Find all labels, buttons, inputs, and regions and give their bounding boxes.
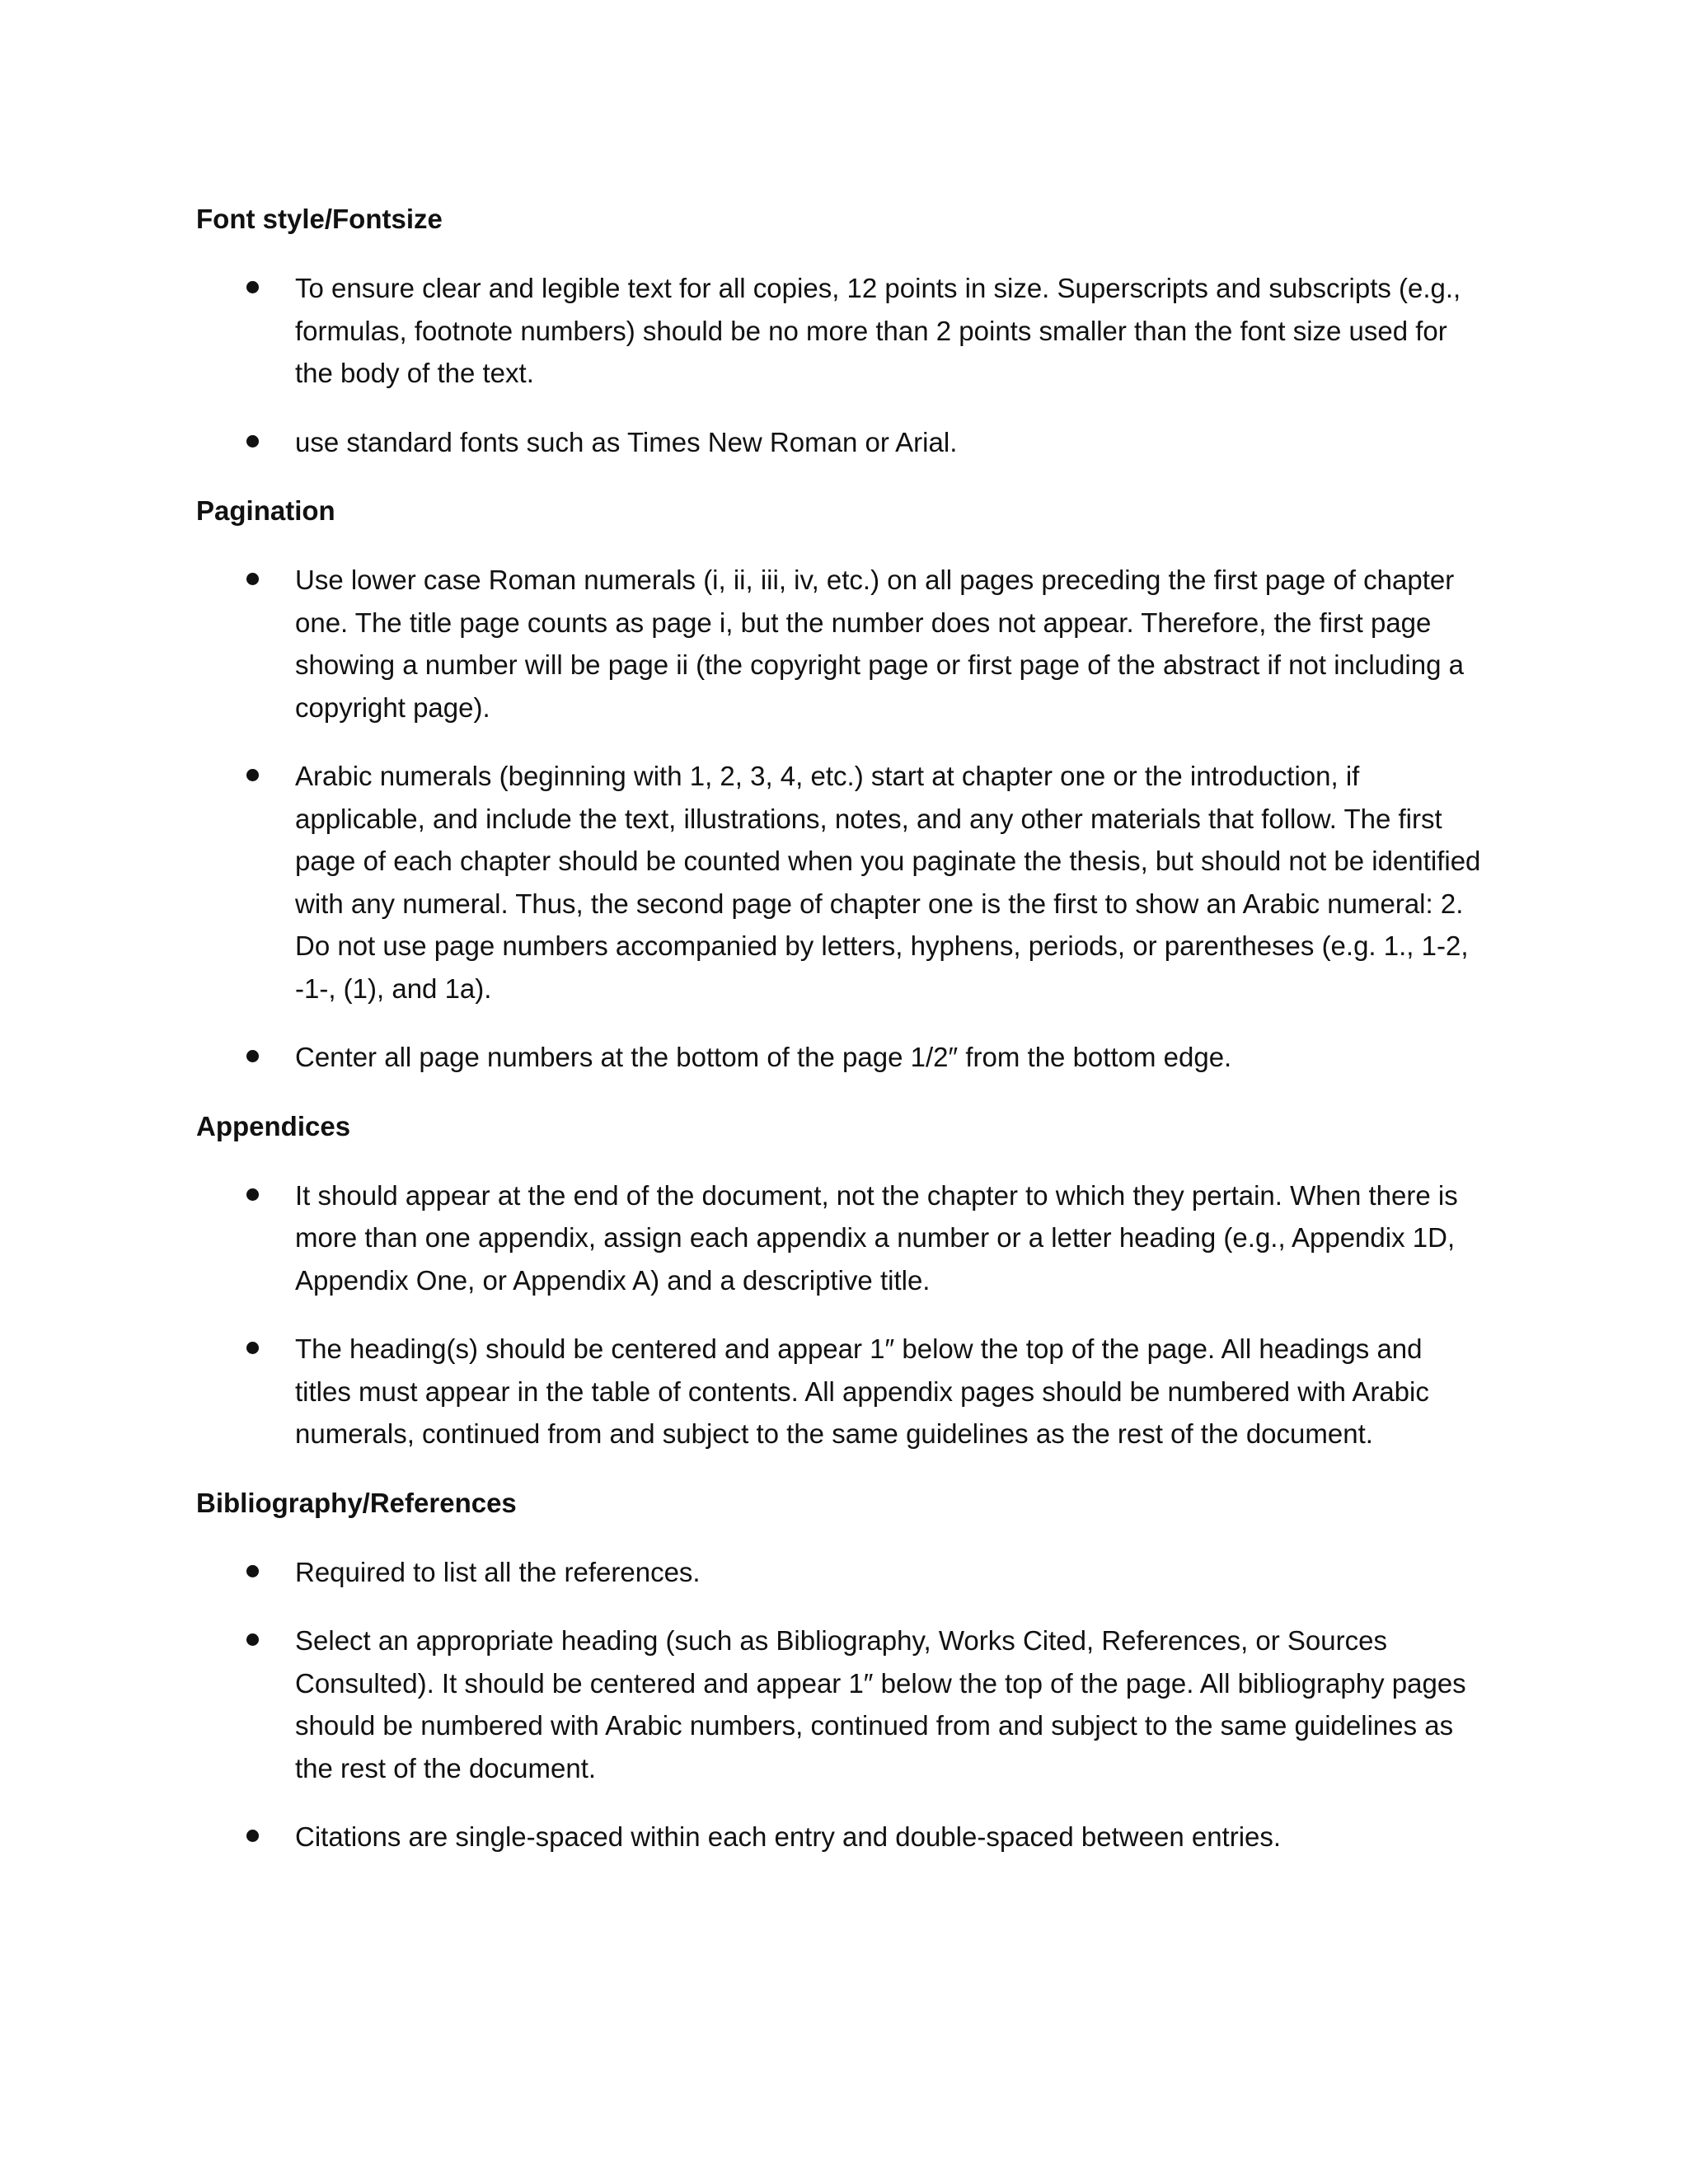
- list-item-text: use standard fonts such as Times New Roman or Arial.: [295, 426, 958, 457]
- section-pagination: [196, 490, 1482, 1079]
- list-item: [196, 1174, 1482, 1302]
- list-item: [196, 421, 1482, 464]
- bullet-icon: [246, 435, 259, 448]
- list-item-text: It should appear at the end of the document, not the chapter to which they pertain. When there is more than one appendix, assign each appendix a number or a letter heading (e.g., Appendix 1D, Appendix One, or Appendix A) and a descriptive title.: [295, 1179, 1458, 1296]
- list-item: [196, 1328, 1482, 1455]
- list-item-text: Required to list all the references.: [295, 1556, 701, 1587]
- list-item: [196, 1816, 1482, 1858]
- section-heading: Font style/Fontsize: [196, 204, 443, 234]
- bullet-icon: [246, 769, 259, 781]
- bullet-icon: [246, 1565, 259, 1577]
- list-item: [196, 1551, 1482, 1594]
- list-item: [196, 267, 1482, 395]
- bullet-icon: [246, 1188, 259, 1201]
- section-bibliography: [196, 1482, 1482, 1858]
- section-appendices: [196, 1105, 1482, 1455]
- list-item-text: The heading(s) should be centered and appear 1″ below the top of the page. All headings and titles must appear in the table of contents. All appendix pages should be numbered with Arabic numerals, continued from and subject to the same guidelines as the rest of the document.: [295, 1333, 1429, 1449]
- bullet-list: [196, 1551, 1482, 1858]
- list-item: [196, 559, 1482, 729]
- list-item-text: Select an appropriate heading (such as Bibliography, Works Cited, References, or Sources Consulted). It should be centered and appear 1″ below the top of the page. All bibliography pages should be numbered with Arabic numbers, continued from and subject to the same guidelines as the rest of the document.: [295, 1625, 1466, 1783]
- section-heading: Bibliography/References: [196, 1487, 517, 1518]
- section-heading: Appendices: [196, 1110, 351, 1141]
- bullet-icon: [246, 1830, 259, 1842]
- list-item-text: Use lower case Roman numerals (i, ii, iii, iv, etc.) on all pages preceding the first page of chapter one. The title page counts as page i, but the number does not appear. Therefore, the first page showing a number will be page ii (the copyright page or first page of the abstract if not including a copyright page).: [295, 565, 1464, 723]
- bullet-icon: [246, 1342, 259, 1354]
- list-item-text: Center all page numbers at the bottom of the page 1/2″ from the bottom edge.: [295, 1042, 1232, 1072]
- bullet-icon: [246, 573, 259, 585]
- list-item-text: Arabic numerals (beginning with 1, 2, 3, 4, etc.) start at chapter one or the introduction, if applicable, and include the text, illustrations, notes, and any other materials that follow. The first page of each chapter should be counted when you paginate the thesis, but should not be identified with any numeral. Thus, the second page of chapter one is the first to show an Arabic numeral: 2. Do not use page numbers accompanied by letters, hyphens, periods, or parentheses (e.g. 1., 1-2, -1-, (1), and 1a).: [295, 761, 1481, 1004]
- bullet-icon: [246, 1633, 259, 1646]
- bullet-icon: [246, 1050, 259, 1062]
- section-font-style: [196, 198, 1482, 463]
- list-item-text: To ensure clear and legible text for all copies, 12 points in size. Superscripts and subscripts (e.g., formulas, footnote numbers) should be no more than 2 points smaller than the font size used for the body of the text.: [295, 273, 1461, 388]
- bullet-list: [196, 267, 1482, 463]
- bullet-list: [196, 1174, 1482, 1455]
- bullet-icon: [246, 281, 259, 293]
- section-heading: Pagination: [196, 495, 335, 526]
- bullet-list: [196, 559, 1482, 1079]
- list-item: [196, 1619, 1482, 1789]
- list-item: [196, 755, 1482, 1010]
- document-content: [196, 198, 1482, 1885]
- list-item-text: Citations are single-spaced within each entry and double-spaced between entries.: [295, 1821, 1282, 1852]
- list-item: [196, 1036, 1482, 1079]
